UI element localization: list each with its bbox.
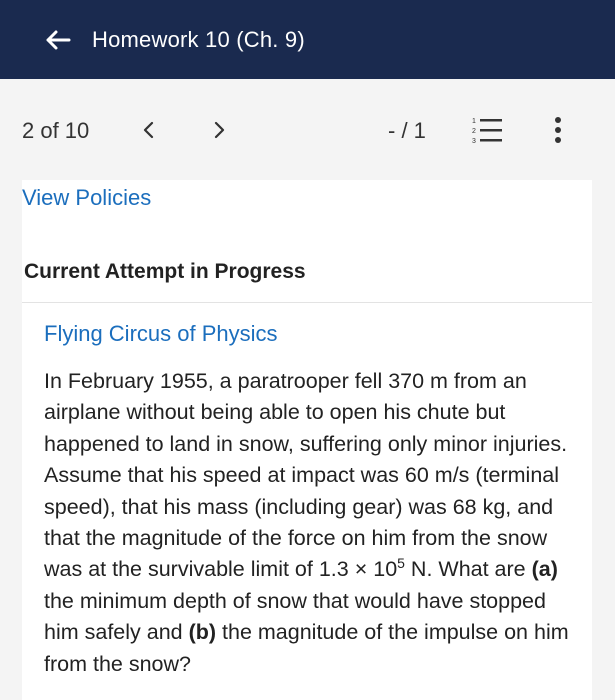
arrow-left-icon: [45, 29, 71, 51]
force-exponent: 5: [397, 555, 405, 572]
more-vertical-icon: [546, 114, 570, 146]
next-question-button[interactable]: [208, 116, 232, 144]
svg-text:3: 3: [472, 138, 476, 145]
attempt-status-heading: Current Attempt in Progress: [24, 260, 306, 283]
question-position: 2 of 10: [22, 118, 90, 143]
question-text: [44, 366, 584, 680]
numbered-list-icon: [470, 114, 506, 146]
more-options-button[interactable]: [546, 114, 570, 146]
question-list-button[interactable]: [470, 114, 506, 146]
previous-question-button[interactable]: [136, 116, 160, 144]
part-a-label: (a): [531, 557, 558, 582]
force-value: 1.3 × 10: [318, 557, 398, 582]
part-a-text: the minimum depth of snow that would have stopped him safely and: [44, 588, 546, 645]
question-source-title: Flying Circus of Physics: [44, 321, 278, 346]
app-header: [0, 0, 615, 79]
part-b-text: the magnitude of the impulse on him from the snow?: [44, 620, 569, 676]
svg-text:2: 2: [472, 128, 476, 135]
view-policies-link[interactable]: View Policies: [22, 185, 152, 210]
divider: [22, 302, 592, 303]
back-button[interactable]: [44, 26, 72, 54]
chevron-right-icon: [213, 120, 227, 140]
question-prompt-lead: N. What are: [404, 557, 532, 582]
part-b-label: (b): [188, 620, 217, 645]
page-title: Homework 10 (Ch. 9): [92, 27, 305, 52]
question-score: - / 1: [388, 118, 426, 143]
question-body: In February 1955, a paratrooper fell 370 m from an airplane without being able to open his chute but happened to land in snow, suffering only minor injuries. Assume that his speed at impact was 60 m/s (terminal speed), that his mass (including gear) was 68 kg, and that the magnitude of the force on him from the snow was at the survivable limit of: [44, 369, 568, 582]
svg-text:1: 1: [472, 118, 476, 125]
chevron-left-icon: [141, 120, 155, 140]
question-navbar: [0, 79, 615, 180]
